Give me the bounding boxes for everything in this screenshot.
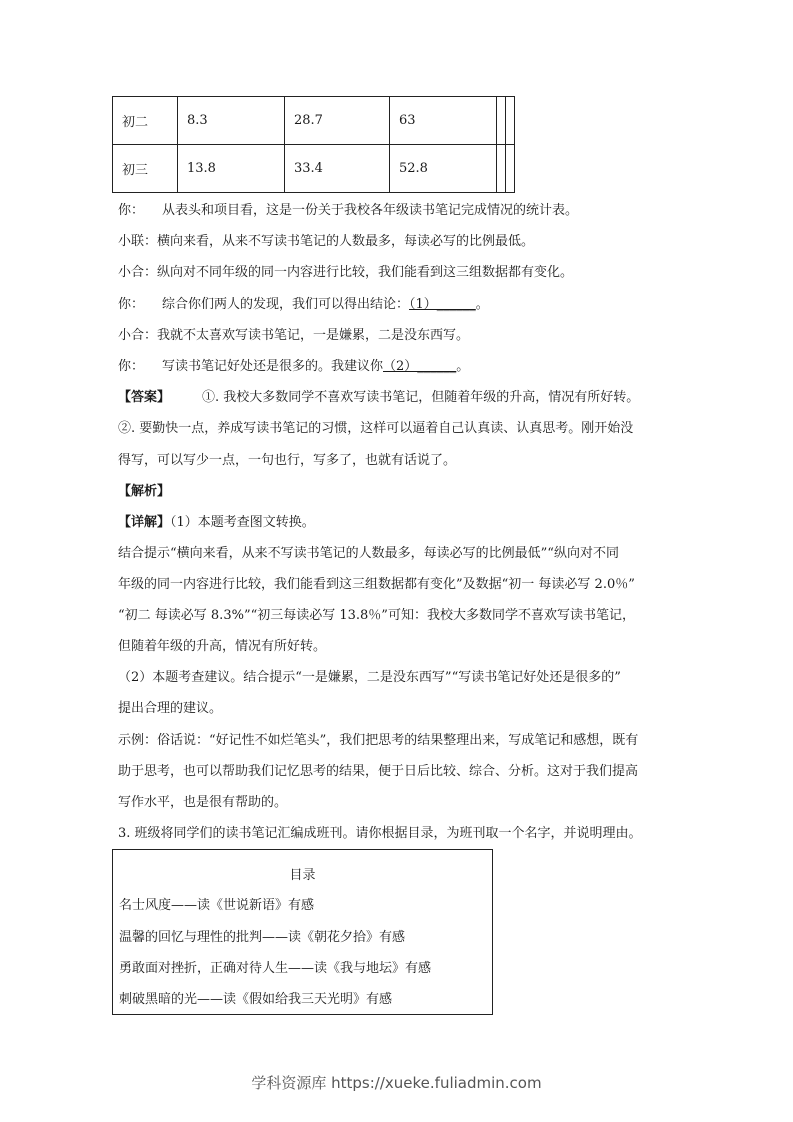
table-cell: 63 — [390, 97, 497, 145]
table-cell: 28.7 — [285, 97, 390, 145]
table-cell: 初二 — [113, 97, 178, 145]
analysis-label: 【解析】 — [118, 484, 171, 499]
detail-label: 【详解】 — [118, 515, 171, 530]
dialogue-text: 纵向对不同年级的同一内容进行比较，我们能看到这三组数据都有变化。 — [157, 265, 574, 280]
question-3: 3. 班级将同学们的读书笔记汇编成班刊。请你根据目录，为班刊取一个名字，并说明理由。 — [118, 826, 642, 841]
speaker-label: 你： — [118, 203, 145, 218]
analysis-detail-line — [118, 515, 688, 531]
table-cell: 13.8 — [178, 145, 285, 193]
analysis-paragraph-line: 提出合理的建议。 — [118, 701, 223, 716]
speaker-label: 小合： — [118, 265, 158, 280]
analysis-paragraph-line: “初二 每读必写 8.3%”“初三每读必写 13.8％”可知：我校大多数同学不喜欢写读书笔记， — [118, 608, 635, 623]
analysis-paragraph-line: 写作水平，也是很有帮助的。 — [118, 795, 288, 810]
dialogue-line — [118, 359, 688, 375]
table-cell: 初三 — [113, 145, 178, 193]
detail-text: （1）本题考查图文转换。 — [170, 515, 315, 530]
analysis-paragraph-line: 结合提示“横向来看，从来不写读书笔记的人数最多，每读必写的比例最低”“纵向对不同 — [118, 546, 619, 561]
answer-line — [118, 453, 688, 469]
dialogue-line — [118, 328, 688, 344]
answer-blank-1: （1）______ — [409, 297, 476, 312]
analysis-paragraph-line: 年级的同一内容进行比较，我们能看到这三组数据都有变化”及数据“初一 每读必写 2.0％” — [118, 577, 635, 592]
toc-item: 温馨的回忆与理性的批判——读《朝花夕拾》有感 — [119, 930, 406, 945]
dialogue-text: 综合你们两人的发现，我们可以得出结论： — [162, 297, 410, 312]
table-cell: 33.4 — [285, 145, 390, 193]
table-cell: 8.3 — [178, 97, 285, 145]
speaker-label: 你： — [118, 359, 145, 374]
analysis-paragraph-line: 示例：俗话说：“好记性不如烂笔头”，我们把思考的结果整理出来，写成笔记和感想，既有 — [118, 733, 639, 748]
dialogue-line — [118, 297, 688, 313]
speaker-label: 小合： — [118, 328, 158, 343]
answer-line — [118, 390, 688, 406]
reading-notes-stats-table — [112, 96, 515, 193]
dialogue-text: 横向来看，从来不写读书笔记的人数最多，每读必写的比例最低。 — [157, 234, 535, 249]
dialogue-tail: 。 — [475, 297, 489, 312]
dialogue-text: 从表头和项目看，这是一份关于我校各年级读书笔记完成情况的统计表。 — [162, 203, 579, 218]
table-of-contents-box — [112, 849, 493, 1015]
speaker-label: 小联： — [118, 234, 158, 249]
analysis-paragraph-line: 但随着年级的升高，情况有所好转。 — [118, 639, 327, 654]
dialogue-line — [118, 265, 688, 281]
answer-text: ②. 要勤快一点，养成写读书笔记的习惯，这样可以逼着自己认真读、认真思考。刚开始没 — [118, 421, 634, 436]
toc-title: 目录 — [289, 868, 316, 883]
table-cell — [497, 145, 506, 193]
dialogue-line — [118, 234, 688, 250]
toc-item: 刺破黑暗的光——读《假如给我三天光明》有感 — [119, 992, 393, 1007]
table-cell — [497, 97, 506, 145]
answer-line — [118, 421, 688, 437]
table-row — [113, 97, 515, 145]
table-cell — [506, 97, 515, 145]
speaker-label: 你： — [118, 297, 145, 312]
dialogue-text: 写读书笔记好处还是很多的。我建议你 — [162, 359, 384, 374]
footer-watermark: 学科资源库 https://xueke.fuliadmin.com — [251, 1074, 542, 1092]
table-cell — [506, 145, 515, 193]
answer-text: ①. 我校大多数同学不喜欢写读书笔记，但随着年级的升高，情况有所好转。 — [202, 390, 640, 405]
answer-text: 得写，可以写少一点，一句也行，写多了，也就有话说了。 — [118, 453, 457, 468]
toc-item: 名士风度——读《世说新语》有感 — [119, 898, 315, 913]
dialogue-tail: 。 — [456, 359, 470, 374]
dialogue-text: 我就不太喜欢写读书笔记，一是嫌累，二是没东西写。 — [157, 328, 470, 343]
toc-item: 勇敢面对挫折，正确对待人生——读《我与地坛》有感 — [119, 961, 432, 976]
answer-blank-2: （2）______ — [383, 359, 457, 374]
dialogue-line — [118, 203, 688, 219]
table-row — [113, 145, 515, 193]
table-cell: 52.8 — [390, 145, 497, 193]
answer-label: 【答案】 — [118, 390, 171, 405]
analysis-paragraph-line: 助于思考，也可以帮助我们记忆思考的结果，便于日后比较、综合、分析。这对于我们提高 — [118, 764, 639, 779]
analysis-paragraph-line: （2）本题考查建议。结合提示“一是嫌累，二是没东西写”“写读书笔记好处还是很多的” — [118, 670, 621, 685]
